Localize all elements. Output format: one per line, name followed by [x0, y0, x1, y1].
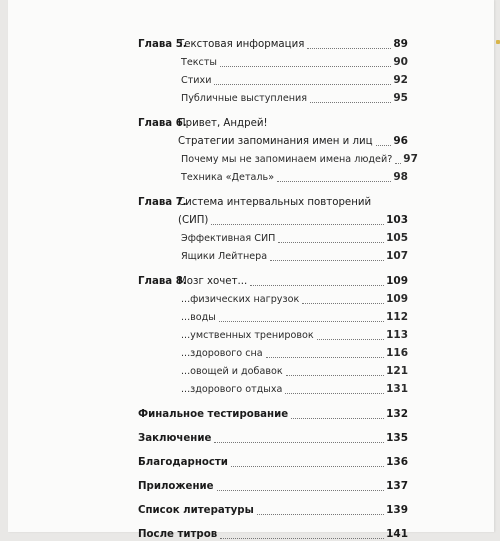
section-title: Заключение [138, 433, 212, 444]
toc-item[interactable] [138, 153, 418, 166]
page-number: 107 [386, 250, 408, 262]
page-number: 131 [386, 383, 408, 395]
toc-chapter-8[interactable] [138, 275, 408, 288]
page-number: 121 [386, 365, 408, 377]
item-title: ...воды [181, 312, 216, 323]
toc-item[interactable] [138, 293, 408, 306]
page-corner-mark [496, 40, 500, 44]
item-title: Техника «Деталь» [181, 172, 275, 183]
toc-item[interactable] [138, 74, 408, 87]
page-number: 132 [386, 408, 408, 420]
dot-leader [307, 48, 391, 49]
dot-leader [266, 357, 384, 358]
toc-chapter-7[interactable] [138, 196, 408, 209]
toc-chapter-5[interactable] [138, 38, 408, 51]
dot-leader [270, 260, 384, 261]
section-title: Финальное тестирование [138, 409, 289, 420]
section-title: Список литературы [138, 505, 254, 516]
page-number: 98 [393, 171, 408, 183]
chapter-title-line-1: Привет, Андрей! [178, 118, 268, 129]
dot-leader [291, 418, 384, 419]
dot-leader [220, 538, 384, 539]
page-number: 95 [393, 92, 408, 104]
toc-item[interactable] [138, 329, 408, 342]
table-of-contents [138, 38, 418, 541]
dot-leader [395, 163, 401, 164]
item-title: Почему мы не запоминаем имена людей? [181, 154, 393, 165]
toc-chapter-6[interactable] [138, 117, 408, 130]
dot-leader [217, 490, 385, 491]
dot-leader [220, 66, 391, 67]
dot-leader [285, 393, 384, 394]
section-title: Благодарности [138, 457, 228, 468]
dot-leader [231, 466, 384, 467]
page-number: 89 [393, 38, 408, 50]
toc-item[interactable] [138, 347, 408, 360]
dot-leader [278, 242, 384, 243]
page-number: 112 [386, 311, 408, 323]
toc-section[interactable] [138, 456, 408, 469]
dot-leader [214, 442, 384, 443]
toc-item[interactable] [138, 232, 408, 245]
toc-section[interactable] [138, 480, 408, 493]
item-title: Ящики Лейтнера [181, 251, 268, 262]
page-number: 116 [386, 347, 408, 359]
item-title: ...здорового сна [181, 348, 263, 359]
toc-item[interactable] [138, 250, 408, 263]
dot-leader [211, 224, 384, 225]
dot-leader [214, 84, 391, 85]
dot-leader [286, 375, 384, 376]
page-number: 113 [386, 329, 408, 341]
page-number: 90 [393, 56, 408, 68]
toc-item[interactable] [138, 171, 408, 184]
item-title: ...умственных тренировок [181, 330, 314, 341]
toc-chapter-6-line-2[interactable] [138, 135, 408, 148]
chapter-title: Текстовая информация [178, 39, 305, 50]
item-title: Тексты [181, 57, 217, 68]
chapter-title: Мозг хочет... [178, 276, 248, 287]
section-title: После титров [138, 529, 218, 540]
page-number: 97 [403, 153, 418, 165]
chapter-label: Глава 7. [138, 197, 187, 208]
toc-item[interactable] [138, 92, 408, 105]
page-number: 135 [386, 432, 408, 444]
page-number: 136 [386, 456, 408, 468]
page-number: 137 [386, 480, 408, 492]
toc-chapter-7-line-2[interactable] [138, 214, 408, 227]
dot-leader [317, 339, 384, 340]
book-page [8, 0, 494, 540]
item-title: ...физических нагрузок [181, 294, 300, 305]
item-title: ...овощей и добавок [181, 366, 283, 377]
dot-leader [250, 285, 384, 286]
dot-leader [257, 514, 384, 515]
item-title: ...здорового отдыха [181, 384, 283, 395]
section-title: Приложение [138, 481, 214, 492]
page-number: 109 [386, 293, 408, 305]
toc-section[interactable] [138, 432, 408, 445]
chapter-label: Глава 6. [138, 118, 187, 129]
toc-section[interactable] [138, 528, 408, 541]
chapter-title-line-2: Стратегии запоминания имен и лиц [178, 136, 373, 147]
dot-leader [219, 321, 384, 322]
dot-leader [310, 102, 391, 103]
item-title: Стихи [181, 75, 212, 86]
page-number: 141 [386, 528, 408, 540]
chapter-title-line-2: (СИП) [178, 215, 209, 226]
dot-leader [376, 145, 392, 146]
toc-item[interactable] [138, 311, 408, 324]
toc-section[interactable] [138, 408, 408, 421]
item-title: Публичные выступления [181, 93, 307, 104]
dot-leader [277, 181, 391, 182]
chapter-label: Глава 5. [138, 39, 187, 50]
page-number: 139 [386, 504, 408, 516]
page-number: 109 [386, 275, 408, 287]
toc-item[interactable] [138, 56, 408, 69]
item-title: Эффективная СИП [181, 233, 276, 244]
page-number: 103 [386, 214, 408, 226]
toc-item[interactable] [138, 383, 408, 396]
chapter-label: Глава 8. [138, 276, 187, 287]
dot-leader [302, 303, 384, 304]
page-number: 96 [393, 135, 408, 147]
chapter-title-line-1: Система интервальных повторений [178, 197, 372, 208]
page-number: 105 [386, 232, 408, 244]
toc-section[interactable] [138, 504, 408, 517]
toc-item[interactable] [138, 365, 408, 378]
page-number: 92 [393, 74, 408, 86]
